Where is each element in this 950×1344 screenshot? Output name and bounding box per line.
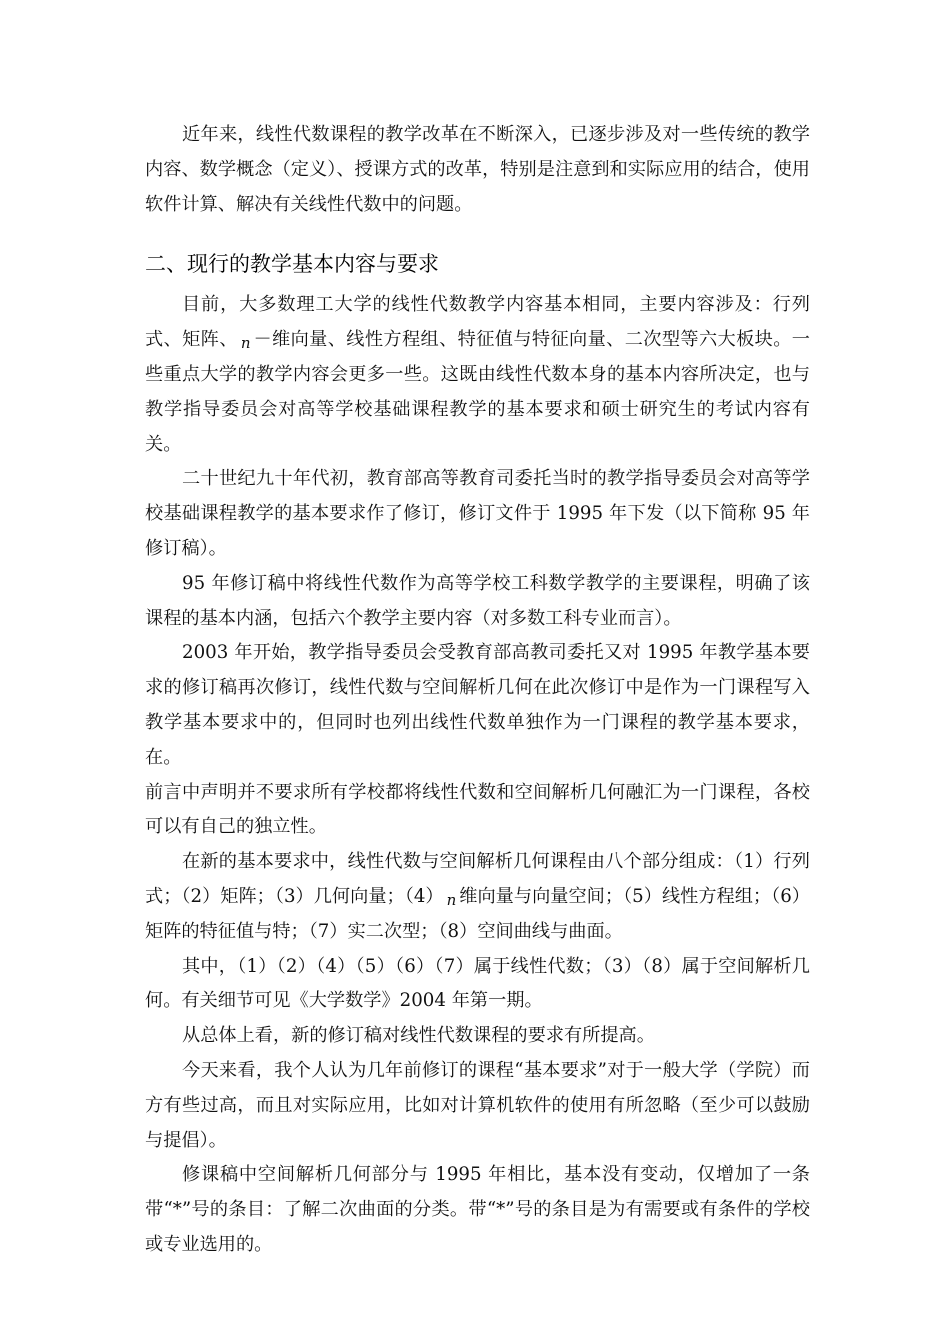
- paragraph-1: [145, 288, 810, 462]
- paragraph-4: 2003 年开始，教学指导委员会受教育部高教司委托又对 1995 年教学基本要求的修订稿再次修订，线性代数与空间解析几何在此次修订中是作为一门课程写入教学基本要求中的，但同时也列出线性代数单独作为一门课程的教学基本要求，在。: [145, 642, 810, 768]
- paragraph-8: 从总体上看，新的修订稿对线性代数课程的要求有所提高。: [182, 1025, 655, 1047]
- paragraph-6: [145, 845, 810, 949]
- paragraph-10: 修课稿中空间解析几何部分与 1995 年相比，基本没有变动，仅增加了一条带“*”号的条目：了解二次曲面的分类。带“*”号的条目是为有需要或有条件的学校或专业选用的。: [145, 1164, 810, 1255]
- document-page: [145, 118, 810, 1263]
- paragraph-3: 95 年修订稿中将线性代数作为高等学校工科数学教学的主要课程，明确了该课程的基本内涵，包括六个教学主要内容（对多数工科专业而言）。: [145, 572, 810, 629]
- paragraph-6-part-a: 在新的基本要求中，线性代数与空间解析几何课程由八个部分组成：（1）行列式；（2）矩阵；（3）几何向量；（4）: [145, 851, 810, 907]
- paragraph-5: 前言中声明并不要求所有学校都将线性代数和空间解析几何融汇为一门课程，各校可以有自己的独立性。: [145, 781, 810, 838]
- intro-paragraph: 近年来，线性代数课程的教学改革在不断深入，已逐步涉及对一些传统的教学内容、数学概念（定义）、授课方式的改革，特别是注意到和实际应用的结合，使用软件计算、解决有关线性代数中的问题。: [145, 124, 810, 215]
- paragraph-2: 二十世纪九十年代初，教育部高等教育司委托当时的教学指导委员会对高等学校基础课程教学的基本要求作了修订，修订文件于 1995 年下发（以下简称 95 年修订稿）。: [145, 468, 810, 559]
- section-heading: 二、现行的教学基本内容与要求: [145, 252, 439, 277]
- math-variable-n: n: [446, 890, 457, 909]
- paragraph-1-part-b: －维向量、线性方程组、特征值与特征向量、二次型等六大板块。一些重点大学的教学内容会更多一些。这既由线性代数本身的基本内容所决定，也与教学指导委员会对高等学校基础课程教学的基本要求和硕士研究生的考试内容有关。: [145, 329, 810, 455]
- paragraph-7: 其中，（1）（2）（4）（5）（6）（7）属于线性代数；（3）（8）属于空间解析几何。有关细节可见《大学数学》2004 年第一期。: [145, 955, 810, 1012]
- paragraph-9: 今天来看，我个人认为几年前修订的课程“基本要求”对于一般大学（学院）而方有些过高，而且对实际应用，比如对计算机软件的使用有所忽略（至少可以鼓励与提倡）。: [145, 1059, 810, 1151]
- paragraph-1-part-a: 目前，大多数理工大学的线性代数教学内容基本相同，主要内容涉及：行列式、矩阵、: [145, 294, 810, 351]
- math-variable-n: n: [240, 334, 251, 353]
- paragraph-6-part-b: 维向量与向量空间；（5）线性方程组；（6）矩阵的特征值与特；（7）实二次型；（8）空间曲线与曲面。: [145, 885, 810, 942]
